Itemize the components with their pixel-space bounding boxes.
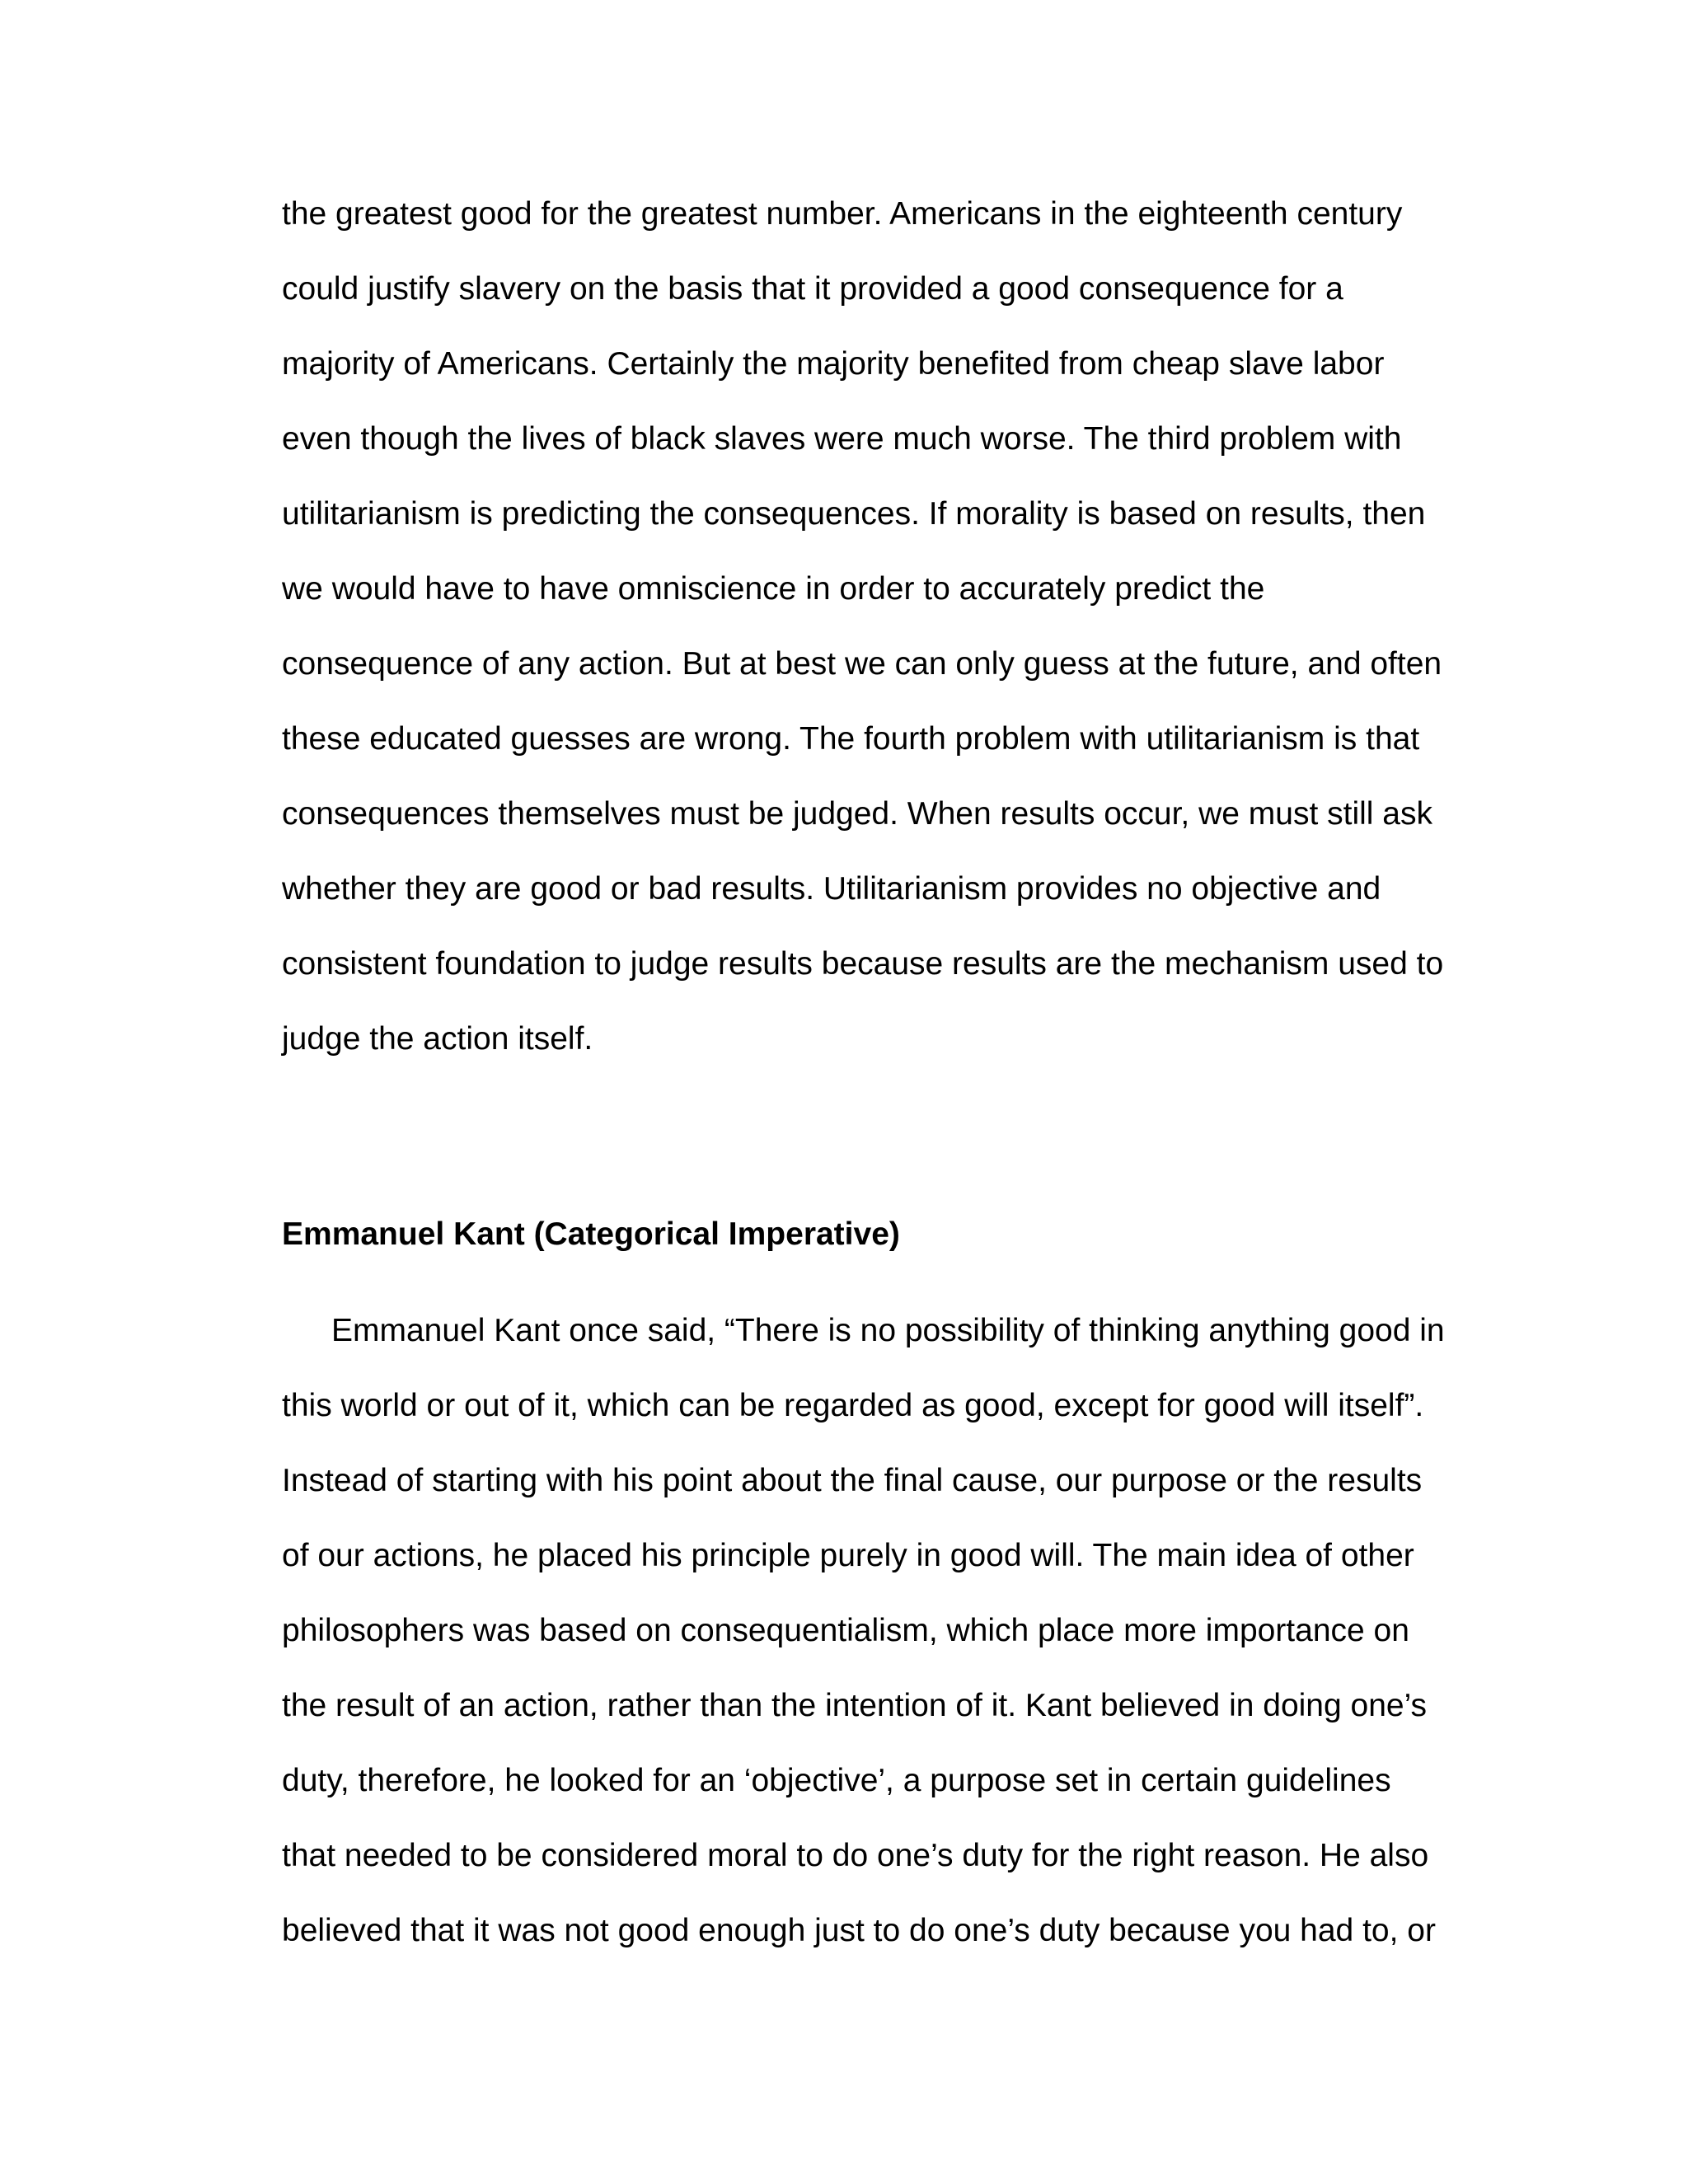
body-text-line: the result of an action, rather than the intention of it. Kant believed in doing one’s xyxy=(282,1688,1428,1723)
body-text-line: duty, therefore, he looked for an ‘objective’, a purpose set in certain guidelines xyxy=(282,1763,1391,1798)
section-heading: Emmanuel Kant (Categorical Imperative) xyxy=(282,1216,900,1252)
body-text-line: of our actions, he placed his principle purely in good will. The main idea of other xyxy=(282,1538,1414,1573)
body-text-line: the greatest good for the greatest number. Americans in the eighteenth century xyxy=(282,196,1403,232)
body-text-line: utilitarianism is predicting the consequences. If morality is based on results, then xyxy=(282,496,1426,532)
body-text-line: consistent foundation to judge results because results are the mechanism used to xyxy=(282,946,1444,982)
body-text-line: whether they are good or bad results. Utilitarianism provides no objective and xyxy=(282,871,1381,907)
body-text-line: could justify slavery on the basis that it provided a good consequence for a xyxy=(282,271,1343,307)
body-text-line: philosophers was based on consequentialism, which place more importance on xyxy=(282,1613,1409,1648)
body-text-line: consequence of any action. But at best we can only guess at the future, and often xyxy=(282,646,1442,682)
body-text-line: that needed to be considered moral to do one’s duty for the right reason. He also xyxy=(282,1838,1429,1873)
body-text-line: consequences themselves must be judged. When results occur, we must still ask xyxy=(282,796,1432,832)
body-text-line: these educated guesses are wrong. The fourth problem with utilitarianism is that xyxy=(282,721,1420,757)
body-text-line: we would have to have omniscience in order to accurately predict the xyxy=(282,571,1265,607)
body-text-line: judge the action itself. xyxy=(282,1021,593,1057)
body-text-line: Instead of starting with his point about the final cause, our purpose or the results xyxy=(282,1463,1423,1498)
body-text-line: majority of Americans. Certainly the majority benefited from cheap slave labor xyxy=(282,346,1385,382)
body-text-line: this world or out of it, which can be regarded as good, except for good will itself”. xyxy=(282,1388,1424,1423)
body-text-line: even though the lives of black slaves were much worse. The third problem with xyxy=(282,421,1402,457)
body-text-line: Emmanuel Kant once said, “There is no possibility of thinking anything good in xyxy=(331,1313,1445,1348)
body-text-line: believed that it was not good enough just to do one’s duty because you had to, or xyxy=(282,1913,1436,1948)
